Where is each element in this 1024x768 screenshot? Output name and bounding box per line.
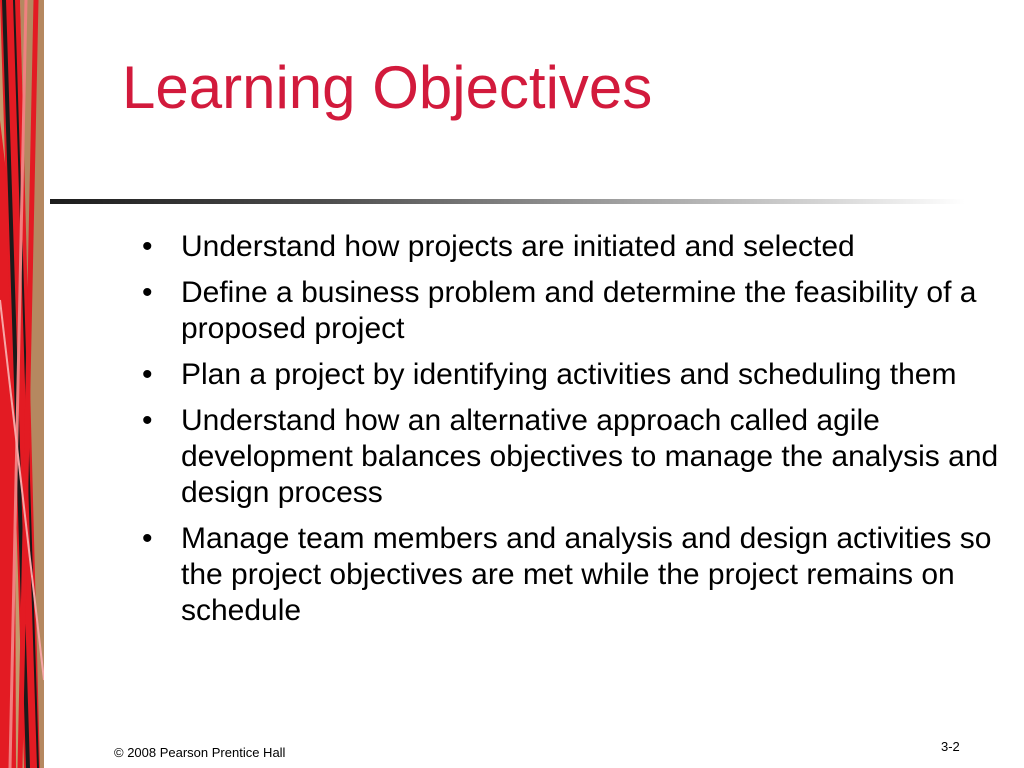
bullet-icon: • xyxy=(142,358,153,391)
objective-text: Understand how projects are initiated and selected xyxy=(181,230,855,263)
bullet-icon: • xyxy=(142,276,153,309)
list-item xyxy=(140,275,1000,347)
objective-text: Understand how an alternative approach called agile development balances objectives to manage the analysis and design process xyxy=(181,404,999,509)
list-item xyxy=(140,403,1000,511)
list-item xyxy=(140,357,1000,393)
bullet-icon: • xyxy=(142,404,153,437)
footer-copyright: © 2008 Pearson Prentice Hall xyxy=(114,745,286,760)
bullet-icon: • xyxy=(142,522,153,555)
objectives-list xyxy=(140,229,1000,639)
title-divider xyxy=(50,199,965,204)
left-decorative-stripes xyxy=(0,0,44,768)
list-item xyxy=(140,229,1000,265)
objective-text: Define a business problem and determine the feasibility of a proposed project xyxy=(181,276,977,345)
slide-title: Learning Objectives xyxy=(122,54,653,121)
slide-number: 3-2 xyxy=(941,739,960,754)
objective-text: Manage team members and analysis and design activities so the project objectives are met while the project remains on schedule xyxy=(181,522,992,627)
bullet-icon: • xyxy=(142,230,153,263)
list-item xyxy=(140,521,1000,629)
objective-text: Plan a project by identifying activities and scheduling them xyxy=(181,358,957,391)
